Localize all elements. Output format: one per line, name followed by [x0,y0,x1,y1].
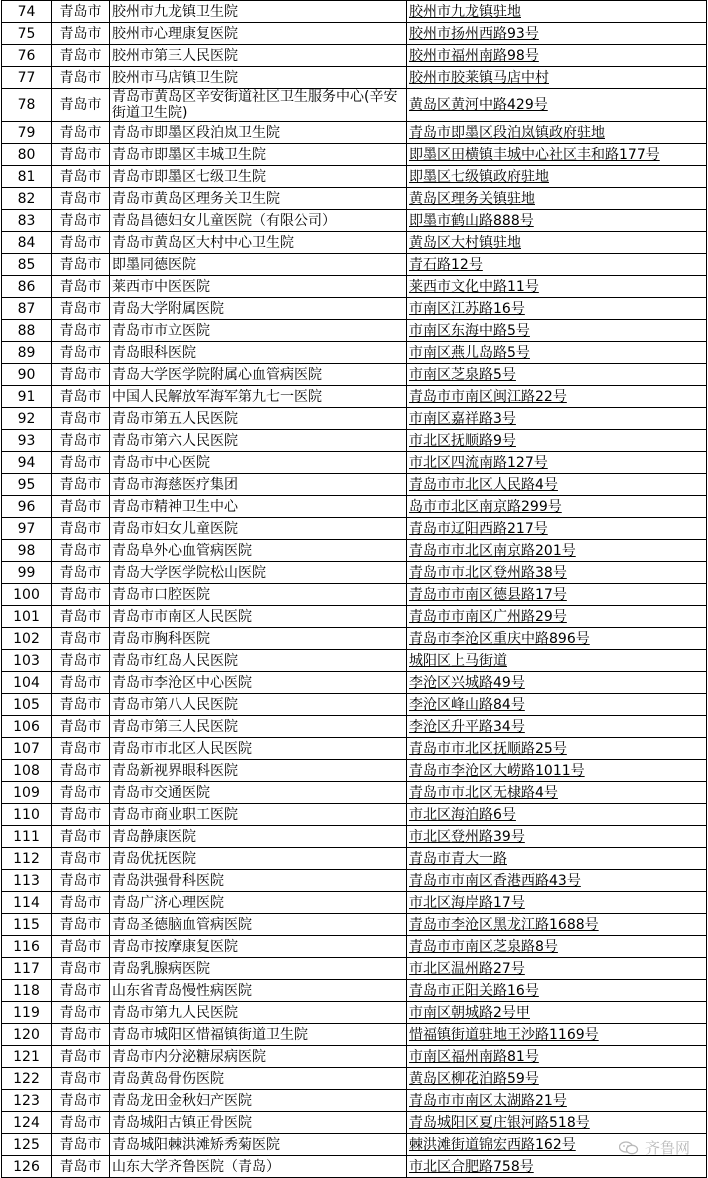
row-number: 82 [2,188,52,210]
row-hospital-name: 山东大学齐鲁医院（青岛） [110,1156,407,1178]
row-address: 市南区东海中路5号 [407,320,707,342]
table-row [2,342,707,364]
row-hospital-name: 青岛市即墨区段泊岚卫生院 [110,122,407,144]
row-city: 青岛市 [52,210,110,232]
row-hospital-name: 青岛市市南区人民医院 [110,606,407,628]
row-hospital-name: 即墨同德医院 [110,254,407,276]
row-city: 青岛市 [52,298,110,320]
table-row [2,364,707,386]
table-row [2,188,707,210]
row-number: 91 [2,386,52,408]
row-address: 即墨市鹤山路888号 [407,210,707,232]
row-address: 胶州市胶莱镇马店中村 [407,67,707,89]
row-hospital-name: 青岛市黄岛区大村中心卫生院 [110,232,407,254]
row-hospital-name: 青岛新视界眼科医院 [110,760,407,782]
row-number: 83 [2,210,52,232]
row-hospital-name: 胶州市心理康复医院 [110,23,407,45]
table-row [2,122,707,144]
watermark-text: 齐鲁网 [644,1139,690,1157]
table-row [2,210,707,232]
row-hospital-name: 中国人民解放军海军第九七一医院 [110,386,407,408]
row-address: 黄岛区大村镇驻地 [407,232,707,254]
row-hospital-name: 莱西市中医医院 [110,276,407,298]
table-row [2,386,707,408]
row-address: 青岛市市北区南京路201号 [407,540,707,562]
row-city: 青岛市 [52,716,110,738]
row-number: 109 [2,782,52,804]
row-city: 青岛市 [52,320,110,342]
row-city: 青岛市 [52,67,110,89]
row-hospital-name: 青岛市黄岛区辛安街道社区卫生服务中心(辛安街道卫生院) [110,89,407,122]
row-city: 青岛市 [52,628,110,650]
table-row [2,1134,707,1156]
wechat-icon [619,1141,639,1155]
row-city: 青岛市 [52,606,110,628]
row-number: 115 [2,914,52,936]
row-address: 岛市市北区南京路299号 [407,496,707,518]
row-city: 青岛市 [52,144,110,166]
table-row [2,650,707,672]
row-number: 110 [2,804,52,826]
row-address: 青岛市正阳关路16号 [407,980,707,1002]
table-row [2,936,707,958]
row-city: 青岛市 [52,23,110,45]
row-city: 青岛市 [52,892,110,914]
table-row [2,45,707,67]
row-city: 青岛市 [52,122,110,144]
table-row [2,606,707,628]
row-number: 99 [2,562,52,584]
table-row [2,89,707,122]
row-hospital-name: 青岛城阳棘洪滩矫秀菊医院 [110,1134,407,1156]
table-row [2,628,707,650]
row-hospital-name: 青岛市黄岛区理务关卫生院 [110,188,407,210]
table-row [2,518,707,540]
row-address: 市南区芝泉路5号 [407,364,707,386]
row-address: 青岛市李沧区黑龙江路1688号 [407,914,707,936]
table-row [2,23,707,45]
row-number: 92 [2,408,52,430]
table-row [2,694,707,716]
row-hospital-name: 胶州市九龙镇卫生院 [110,1,407,23]
table-row [2,166,707,188]
row-city: 青岛市 [52,452,110,474]
row-hospital-name: 青岛广济心理医院 [110,892,407,914]
row-hospital-name: 青岛优抚医院 [110,848,407,870]
row-number: 106 [2,716,52,738]
row-hospital-name: 胶州市第三人民医院 [110,45,407,67]
row-city: 青岛市 [52,1068,110,1090]
row-city: 青岛市 [52,804,110,826]
row-address: 青石路12号 [407,254,707,276]
table-row [2,1156,707,1178]
row-number: 88 [2,320,52,342]
row-hospital-name: 青岛市交通医院 [110,782,407,804]
table-row [2,958,707,980]
row-address: 市北区温州路27号 [407,958,707,980]
row-city: 青岛市 [52,1112,110,1134]
row-number: 85 [2,254,52,276]
table-row [2,1090,707,1112]
row-hospital-name: 青岛市市立医院 [110,320,407,342]
row-number: 90 [2,364,52,386]
row-city: 青岛市 [52,496,110,518]
row-city: 青岛市 [52,45,110,67]
row-city: 青岛市 [52,672,110,694]
row-hospital-name: 青岛洪强骨科医院 [110,870,407,892]
row-address: 莱西市文化中路11号 [407,276,707,298]
row-address: 青岛市市南区太湖路21号 [407,1090,707,1112]
row-number: 97 [2,518,52,540]
row-address: 青岛市市南区芝泉路8号 [407,936,707,958]
row-address: 李沧区升平路34号 [407,716,707,738]
row-hospital-name: 青岛市第九人民医院 [110,1002,407,1024]
row-number: 116 [2,936,52,958]
row-city: 青岛市 [52,870,110,892]
row-city: 青岛市 [52,980,110,1002]
row-number: 118 [2,980,52,1002]
row-address: 市南区嘉祥路3号 [407,408,707,430]
row-hospital-name: 青岛市第六人民医院 [110,430,407,452]
row-number: 113 [2,870,52,892]
row-city: 青岛市 [52,474,110,496]
row-city: 青岛市 [52,89,110,122]
row-hospital-name: 青岛城阳古镇正骨医院 [110,1112,407,1134]
row-city: 青岛市 [52,650,110,672]
row-address: 黄岛区黄河中路429号 [407,89,707,122]
row-city: 青岛市 [52,540,110,562]
row-number: 125 [2,1134,52,1156]
row-city: 青岛市 [52,364,110,386]
row-city: 青岛市 [52,738,110,760]
row-city: 青岛市 [52,1002,110,1024]
table-row [2,276,707,298]
row-address: 市南区江苏路16号 [407,298,707,320]
row-address: 青岛市青大一路 [407,848,707,870]
table-row [2,584,707,606]
row-address: 青岛市市南区广州路29号 [407,606,707,628]
row-address: 青岛市市北区抚顺路25号 [407,738,707,760]
row-address: 市北区登州路39号 [407,826,707,848]
table-row [2,782,707,804]
row-number: 105 [2,694,52,716]
row-hospital-name: 青岛大学附属医院 [110,298,407,320]
row-hospital-name: 青岛市第三人民医院 [110,716,407,738]
row-number: 100 [2,584,52,606]
row-city: 青岛市 [52,276,110,298]
row-address: 胶州市福州南路98号 [407,45,707,67]
table-row [2,716,707,738]
row-city: 青岛市 [52,254,110,276]
row-hospital-name: 青岛市即墨区丰城卫生院 [110,144,407,166]
row-address: 市北区抚顺路9号 [407,430,707,452]
table-row [2,804,707,826]
table-row [2,67,707,89]
row-number: 96 [2,496,52,518]
row-address: 李沧区峰山路84号 [407,694,707,716]
row-number: 98 [2,540,52,562]
table-row [2,1024,707,1046]
table-row [2,826,707,848]
row-city: 青岛市 [52,386,110,408]
table-row [2,1112,707,1134]
row-hospital-name: 青岛市第八人民医院 [110,694,407,716]
row-hospital-name: 青岛昌德妇女儿童医院（有限公司） [110,210,407,232]
row-number: 108 [2,760,52,782]
row-city: 青岛市 [52,408,110,430]
row-number: 75 [2,23,52,45]
row-hospital-name: 青岛市市北区人民医院 [110,738,407,760]
row-number: 101 [2,606,52,628]
row-address: 青岛市市北区登州路38号 [407,562,707,584]
row-number: 77 [2,67,52,89]
row-city: 青岛市 [52,958,110,980]
row-city: 青岛市 [52,584,110,606]
table-row [2,298,707,320]
row-hospital-name: 青岛黄岛骨伤医院 [110,1068,407,1090]
table-row [2,1068,707,1090]
table-row [2,474,707,496]
row-number: 74 [2,1,52,23]
row-number: 122 [2,1068,52,1090]
table-row [2,430,707,452]
row-city: 青岛市 [52,1090,110,1112]
row-number: 119 [2,1002,52,1024]
table-row [2,408,707,430]
row-number: 111 [2,826,52,848]
row-address: 棘洪滩街道锦宏西路162号 [407,1134,707,1156]
row-hospital-name: 青岛市精神卫生中心 [110,496,407,518]
row-city: 青岛市 [52,342,110,364]
row-address: 青岛市李沧区大崂路1011号 [407,760,707,782]
row-number: 79 [2,122,52,144]
hospital-table-body [2,1,707,1178]
row-address: 黄岛区柳花泊路59号 [407,1068,707,1090]
row-address: 青岛市李沧区重庆中路896号 [407,628,707,650]
row-hospital-name: 青岛龙田金秋妇产医院 [110,1090,407,1112]
row-hospital-name: 青岛市按摩康复医院 [110,936,407,958]
row-hospital-name: 青岛市中心医院 [110,452,407,474]
row-number: 87 [2,298,52,320]
table-row [2,738,707,760]
row-address: 城阳区上马街道 [407,650,707,672]
table-row [2,848,707,870]
row-city: 青岛市 [52,914,110,936]
row-address: 青岛市市南区德县路17号 [407,584,707,606]
row-hospital-name: 青岛市即墨区七级卫生院 [110,166,407,188]
row-hospital-name: 青岛眼科医院 [110,342,407,364]
row-number: 95 [2,474,52,496]
table-row [2,562,707,584]
row-hospital-name: 青岛大学医学院松山医院 [110,562,407,584]
row-number: 86 [2,276,52,298]
row-number: 123 [2,1090,52,1112]
row-address: 惜福镇街道驻地王沙路1169号 [407,1024,707,1046]
row-number: 80 [2,144,52,166]
row-number: 121 [2,1046,52,1068]
row-city: 青岛市 [52,826,110,848]
row-city: 青岛市 [52,1134,110,1156]
row-address: 即墨区田横镇丰城中心社区丰和路177号 [407,144,707,166]
row-number: 114 [2,892,52,914]
row-number: 84 [2,232,52,254]
row-address: 胶州市九龙镇驻地 [407,1,707,23]
row-address: 市北区合肥路758号 [407,1156,707,1178]
row-address: 市北区海泊路6号 [407,804,707,826]
row-hospital-name: 青岛市商业职工医院 [110,804,407,826]
row-address: 青岛市市南区香港西路43号 [407,870,707,892]
row-number: 102 [2,628,52,650]
table-row [2,540,707,562]
row-hospital-name: 青岛市内分泌糖尿病医院 [110,1046,407,1068]
table-row [2,1046,707,1068]
row-address: 李沧区兴城路49号 [407,672,707,694]
table-row [2,672,707,694]
row-number: 104 [2,672,52,694]
row-number: 103 [2,650,52,672]
row-city: 青岛市 [52,430,110,452]
row-number: 120 [2,1024,52,1046]
table-row [2,452,707,474]
row-hospital-name: 青岛市红岛人民医院 [110,650,407,672]
row-city: 青岛市 [52,936,110,958]
row-address: 青岛市市北区无棣路4号 [407,782,707,804]
table-row [2,1,707,23]
row-address: 市南区燕儿岛路5号 [407,342,707,364]
row-address: 市北区海岸路17号 [407,892,707,914]
row-address: 市南区福州南路81号 [407,1046,707,1068]
row-city: 青岛市 [52,694,110,716]
row-number: 112 [2,848,52,870]
row-address: 胶州市扬州西路93号 [407,23,707,45]
table-row [2,232,707,254]
row-hospital-name: 山东省青岛慢性病医院 [110,980,407,1002]
row-number: 94 [2,452,52,474]
row-hospital-name: 青岛市第五人民医院 [110,408,407,430]
row-city: 青岛市 [52,782,110,804]
row-city: 青岛市 [52,188,110,210]
row-hospital-name: 青岛阜外心血管病医院 [110,540,407,562]
row-hospital-name: 青岛市口腔医院 [110,584,407,606]
row-number: 81 [2,166,52,188]
table-row [2,496,707,518]
table-row [2,320,707,342]
row-city: 青岛市 [52,1024,110,1046]
row-hospital-name: 青岛市妇女儿童医院 [110,518,407,540]
row-hospital-name: 青岛市海慈医疗集团 [110,474,407,496]
row-number: 117 [2,958,52,980]
row-city: 青岛市 [52,848,110,870]
row-hospital-name: 青岛市城阳区惜福镇街道卫生院 [110,1024,407,1046]
row-hospital-name: 青岛市李沧区中心医院 [110,672,407,694]
row-address: 青岛市辽阳西路217号 [407,518,707,540]
row-city: 青岛市 [52,760,110,782]
row-address: 青岛市市北区人民路4号 [407,474,707,496]
row-number: 76 [2,45,52,67]
row-city: 青岛市 [52,1,110,23]
row-number: 124 [2,1112,52,1134]
row-city: 青岛市 [52,562,110,584]
row-number: 78 [2,89,52,122]
row-number: 93 [2,430,52,452]
row-city: 青岛市 [52,232,110,254]
row-city: 青岛市 [52,166,110,188]
row-city: 青岛市 [52,1046,110,1068]
watermark [619,1137,690,1158]
table-row [2,892,707,914]
row-address: 青岛城阳区夏庄银河路518号 [407,1112,707,1134]
table-row [2,870,707,892]
row-number: 126 [2,1156,52,1178]
row-hospital-name: 青岛大学医学院附属心血管病医院 [110,364,407,386]
row-address: 黄岛区理务关镇驻地 [407,188,707,210]
table-row [2,914,707,936]
row-hospital-name: 青岛圣德脑血管病医院 [110,914,407,936]
row-address: 市北区四流南路127号 [407,452,707,474]
row-city: 青岛市 [52,1156,110,1178]
row-city: 青岛市 [52,518,110,540]
row-number: 107 [2,738,52,760]
row-number: 89 [2,342,52,364]
row-hospital-name: 胶州市马店镇卫生院 [110,67,407,89]
hospital-table [1,0,707,1178]
row-hospital-name: 青岛市胸科医院 [110,628,407,650]
row-hospital-name: 青岛乳腺病医院 [110,958,407,980]
row-address: 市南区朝城路2号甲 [407,1002,707,1024]
table-row [2,1002,707,1024]
table-row [2,980,707,1002]
row-address: 青岛市市南区闽江路22号 [407,386,707,408]
table-row [2,254,707,276]
row-hospital-name: 青岛静康医院 [110,826,407,848]
table-row [2,760,707,782]
row-address: 即墨区七级镇政府驻地 [407,166,707,188]
row-address: 青岛市即墨区段泊岚镇政府驻地 [407,122,707,144]
table-row [2,144,707,166]
